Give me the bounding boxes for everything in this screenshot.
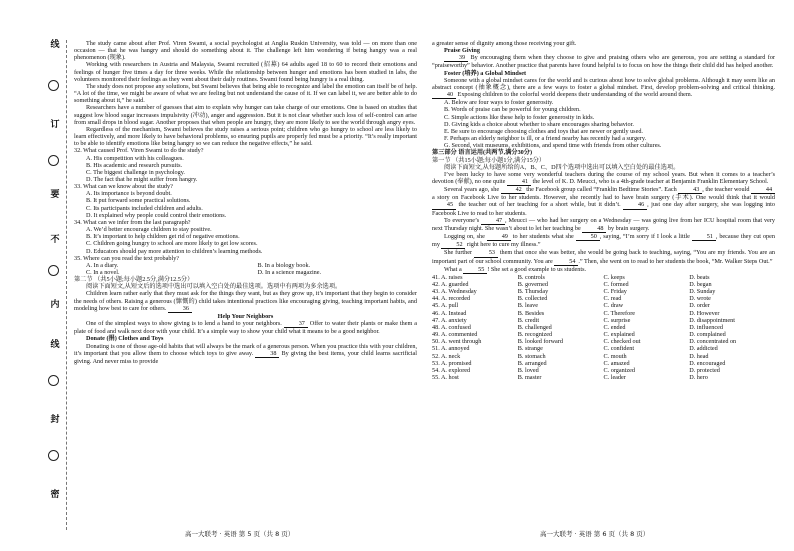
choice-option: D. hero: [689, 374, 708, 382]
passage-text: To everyone’s: [444, 216, 482, 224]
choice-row: [432, 360, 775, 367]
choice-option: D. encouraged: [689, 359, 726, 367]
passage-paragraph: [432, 266, 775, 274]
option: B. His academic and research pursuits.: [86, 161, 183, 169]
choice-option: C. explained: [603, 331, 635, 339]
passage-text: , the teacher would: [702, 186, 752, 194]
option: C. Its participants included children and adults.: [86, 204, 203, 212]
passage-text: She further: [444, 249, 474, 257]
passage-text: I’ve been lucky to have some very wonderful teachers during the course of my school years. But when it comes to a teacher’s devotion (奉献), no one quite: [432, 170, 775, 185]
choice-option: 42. A. guarded: [432, 281, 469, 288]
part-heading: 第三部分 语言运用(共两节,满分30分): [432, 149, 533, 157]
option: B. Words of praise can be powerful for young children.: [444, 106, 581, 114]
choice-option: 45. A. pull: [432, 302, 459, 310]
question-stem: 32. What caused Prof. Viren Swami to do the study?: [74, 147, 204, 155]
choice-option: C. organized: [603, 366, 636, 374]
choice-option: D. beats: [689, 273, 710, 281]
passage-text: , saying, “I’m sorry if I look a little: [599, 233, 692, 241]
binding-char: 订: [50, 120, 60, 130]
passage-text: .” Then, she went on to read to her students the book, “Mr. Walker Steps Out.”: [578, 257, 773, 265]
cloze-choices: [432, 274, 775, 381]
choice-option: B. Thursday: [517, 288, 549, 296]
choice-option: 53. A. promised: [432, 359, 472, 367]
passage-paragraph: [432, 249, 775, 265]
binding-margin: [44, 40, 67, 530]
answer-blank: 44: [751, 186, 775, 194]
choice-option: D. complained: [689, 331, 726, 339]
answer-blank: 42: [501, 186, 525, 194]
passage-text: , because they cut open my: [432, 233, 775, 249]
choice-row: [432, 288, 775, 295]
passage-text: ! She set a good example to us students.: [487, 265, 587, 273]
answer-blank: 40: [432, 91, 456, 99]
answer-blank: 43: [678, 186, 702, 194]
passage-text: , just one day after surgery, she was logging into Facebook Live to read to her students.: [432, 201, 775, 217]
choice-row: [432, 367, 775, 374]
choice-option: 51. A. annoyed: [432, 345, 470, 353]
passage-paragraph: Researchers have a number of guesses that aim to explain why hunger can take charge of our emotions. One is based on studies that suggest low blood sugar increases impulsivity (冲动), anger and aggression. But it is not clear whether such loss of self-control can arise from small drops in blood sugar. Another proposes that when people are hungry, they are more likely to see the world through angry eyes.: [74, 104, 417, 126]
choice-option: C. mouth: [603, 352, 627, 360]
option: B. It’s important to help children get rid of negative emotions.: [86, 233, 240, 241]
option-row: [74, 262, 417, 269]
choice-option: D. concentrated on: [689, 338, 737, 346]
option: D. In a science magazine.: [257, 269, 322, 276]
passage-paragraph: Children learn rather early that they must ask for the things they want, but as they grow up, it’s important that they begin to consider the needs of others. Raising a generous (慷慨的) child takes intentional practices like encouraging giving, teaching important habits, and modeling how best to care for others. 36: [74, 290, 417, 312]
cloze-passage: [432, 171, 775, 274]
answer-blank: 53: [474, 249, 498, 257]
option: B. In a biology book.: [257, 261, 311, 269]
page-footer-left: 高一大联考 · 英语 第 5 页（共 8 页）: [185, 530, 295, 538]
answer-blank: 52: [441, 241, 465, 249]
choice-option: B. controls: [517, 273, 545, 281]
passage-text: the level of K. D. Meucci, who is a 4th-grade teacher at Benjamin Franklin Elementary School.: [530, 177, 769, 185]
binding-char: 线: [50, 40, 60, 50]
question-stem: 34. What can we infer from the last paragraph?: [74, 218, 191, 226]
right-column: [432, 40, 775, 381]
option: D. It explained why people could control their emotions.: [86, 211, 227, 219]
choice-option: D. Sunday: [689, 288, 716, 296]
binding-circle-icon: [48, 155, 59, 166]
option: A. Below are four ways to foster generosity.: [444, 99, 554, 107]
option: C. The biggest challenge in psychology.: [86, 168, 185, 176]
choice-option: C. draw: [603, 302, 624, 310]
answer-blank: 38: [255, 350, 279, 358]
option: A. We’d better encourage children to stay positive.: [86, 226, 212, 234]
left-column: [74, 40, 417, 365]
choice-option: 54. A. explored: [432, 366, 471, 374]
choice-row: [432, 295, 775, 302]
choice-option: 50. A. went through: [432, 338, 482, 346]
passage-paragraph: [432, 171, 775, 186]
passage-paragraph: [432, 186, 775, 217]
answer-blank: 39: [444, 54, 468, 62]
option: D. The fact that he might suffer from hangry.: [86, 175, 198, 183]
choice-option: B. loved: [517, 366, 539, 374]
passage-paragraph: [432, 233, 775, 249]
question-stem: 35. Where can you read the text probably?: [74, 254, 180, 262]
passage-text: Several years ago, she: [444, 186, 501, 194]
passage-text: them that once she was better, she would be going back to teaching, saying, “You are my friends. You are an important part of our school community. You are: [432, 249, 775, 265]
passage-text: the Facebook group called “Franklin Bedtime Stories”. Each: [524, 186, 679, 194]
choice-option: 41. A. raises: [432, 273, 463, 281]
binding-circle-icon: [48, 265, 59, 276]
option: D. Giving kids a choice about whether to share encourages sharing behavior.: [444, 120, 634, 128]
option: C. Simple actions like these help to foster generosity in kids.: [444, 113, 595, 121]
binding-char: 密: [50, 490, 60, 500]
passage-paragraph: The study came about after Prof. Viren Swami, a social psychologist at Anglia Ruskin University, was told — on more than one occasion — that he was hangry and should do something about it. The challenge left him wondering if being hangry was a real phenomenon (现象).: [74, 40, 417, 62]
section-heading: 第一节 （共15小题;每小题1分,满分15分）: [432, 156, 546, 164]
option: A. His competition with his colleagues.: [86, 154, 184, 162]
binding-char: 内: [50, 300, 60, 310]
answer-blank: 41: [507, 178, 531, 186]
choice-option: C. Therefore: [603, 309, 635, 317]
question-stem: 33. What can we know about the study?: [74, 183, 173, 191]
choice-row: [432, 331, 775, 338]
answer-blank: 49: [487, 233, 511, 241]
answer-blank: 36: [168, 305, 192, 313]
choice-option: C. surprise: [603, 316, 631, 324]
option: G. Second, visit museums, exhibitions, and spend time with friends from other cultures.: [444, 142, 662, 150]
choice-option: B. recognized: [517, 331, 553, 339]
choice-option: 48. A. confused: [432, 323, 471, 331]
choice-option: D. protected: [689, 366, 720, 374]
passage-text: What a: [444, 265, 464, 273]
section-instructions: 阅读下面短文,从短文后的选项中选出可以填入空白处的最佳选项。选项中有两项为多余选项。: [86, 283, 342, 291]
choice-option: D. wrote: [689, 295, 711, 303]
choice-option: D. began: [689, 281, 712, 288]
passage-text: the teacher out of her teaching for a short while, but it didn’t.: [456, 201, 624, 209]
option: C. Children going hungry to school are more likely to get low scores.: [86, 240, 258, 248]
choice-option: B. leave: [517, 302, 539, 310]
passage-text: , Meucci — who had her surgery on a Wednesday — was going live from her ICU hospital room that very next Thursday night. She wasn’t about to let her teaching be: [432, 216, 775, 232]
choice-option: C. formed: [603, 281, 629, 288]
choice-option: 47. A. anxiety: [432, 316, 467, 324]
answer-blank: 46: [623, 201, 647, 209]
binding-circle-icon: [48, 450, 59, 461]
choice-row: [432, 302, 775, 309]
binding-circle-icon: [48, 80, 59, 91]
option: A. Its importance is beyond doubt.: [86, 190, 172, 198]
choice-option: 52. A. neck: [432, 352, 461, 360]
binding-char: 不: [50, 235, 60, 245]
option: E. Be sure to encourage choosing clothes and toys that are newer or gently used.: [444, 127, 643, 135]
passage-paragraph: Regardless of the mechanism, Swami believes the study raises a serious point; children who go hungry to school are less likely to learn effectively, and more likely to have behavioral problems, so ensuring pupils are properly fed must be a priority. “It’s really important to be able to identify emotions like being hangry so we can reduce the negative effects,” he said.: [74, 125, 417, 148]
choice-row: [432, 353, 775, 360]
choice-option: B. credit: [517, 316, 540, 324]
choice-option: D. order: [689, 302, 710, 310]
choice-option: B. challenged: [517, 323, 552, 331]
passage-paragraph: One of the simplest ways to show giving is to lend a hand to your neighbors. 37 Offer to water their plants or make them a plate of food and walk next door with your child. It’s a simple way to show your child what it means to be a good neighbor.: [74, 320, 417, 336]
answer-blank: 54: [554, 258, 578, 266]
choice-option: C. amazed: [603, 359, 630, 367]
choice-option: C. read: [603, 295, 622, 303]
choice-row: [432, 281, 775, 288]
passage-paragraph: [432, 217, 775, 233]
choice-option: 49. A. commented: [432, 331, 478, 339]
choice-option: D. influenced: [689, 323, 723, 331]
passage-text: to her students what she: [510, 233, 576, 241]
choice-option: C. checked out: [603, 338, 641, 346]
choice-option: B. master: [517, 374, 542, 382]
choice-option: 55. A. host: [432, 374, 459, 382]
choice-option: C. confident: [603, 345, 635, 353]
choice-option: B. stomach: [517, 352, 546, 360]
choice-option: B. looked forward: [517, 338, 563, 346]
passage-paragraph: Donating is one of those age-old habits that will always be the mark of a generous person. When you practice this with your children, it’s important that you allow them to choose which toys to give away. 38 By giving the best items, your child learns sacrificial giving. And never miss to provide: [74, 342, 418, 365]
choice-option: D. head: [689, 352, 709, 360]
subheading: Praise Giving: [444, 47, 480, 55]
choice-option: B. strange: [517, 345, 543, 353]
passage-paragraph: The study does not propose any solutions, but Swami believes that being able to recognize and label the emotion can itself be of help. “A lot of the time, we might be aware of what we are feeling but not understand the cause of it. If we can label it, we are better able to do something about it,” he said.: [74, 82, 417, 105]
choice-option: B. Besides: [517, 309, 545, 317]
choice-option: D. disappointment: [689, 316, 735, 324]
passage-text: right here to cure my illness.”: [465, 241, 541, 249]
binding-char: 线: [50, 340, 60, 350]
choice-row: [432, 310, 775, 317]
choice-option: B. governed: [517, 281, 548, 288]
answer-blank: 55: [463, 266, 487, 274]
passage-paragraph: 39 By encouraging them when they choose to give and praising others who are generous, you are setting a standard for “praiseworthy” behavior. Another practice that parents have found helpful is to focus on how the things their child did has helped another.: [432, 54, 776, 70]
answer-blank: 45: [432, 201, 456, 209]
passage-paragraph: Working with researchers in Austria and Malaysia, Swami recruited (招募) 64 adults aged 18 to 60 to record their emotions and feelings of hunger five times a day for three weeks. While the relationship between hunger and emotions has been studied in labs, the volunteers monitored their feelings as they went about their daily routines. Swami found being hungry is a real thing.: [74, 61, 417, 83]
option: B. It put forward some practical solutions.: [86, 197, 191, 205]
choice-option: C. leader: [603, 374, 626, 382]
choice-option: 46. A. Instead: [432, 309, 467, 317]
choice-option: 43. A. Wednesday: [432, 288, 477, 296]
choice-option: C. ended: [603, 323, 626, 331]
choice-option: 44. A. recorded: [432, 295, 471, 303]
choice-row: [432, 324, 775, 331]
choice-option: B. arranged: [517, 359, 547, 367]
option: F. Perhaps an elderly neighbor is ill, or a friend nearby has recently had a surgery.: [444, 135, 647, 143]
choice-row: [432, 345, 775, 352]
binding-char: 要: [50, 190, 60, 200]
answer-blank: 51: [692, 233, 716, 241]
option: C. In a novel.: [86, 269, 120, 276]
answer-blank: 47: [481, 217, 505, 225]
page-footer-right: 高一大联考 · 英语 第 6 页（共 8 页）: [540, 530, 650, 538]
binding-char: 封: [50, 415, 60, 425]
choice-row: [432, 374, 775, 381]
choice-option: D. However: [689, 309, 720, 317]
answer-blank: 48: [582, 225, 606, 233]
binding-circle-icon: [48, 375, 59, 386]
option: A. In a diary.: [86, 261, 119, 269]
choice-row: [432, 338, 775, 345]
choice-option: B. collected: [517, 295, 548, 303]
passage-text: by brain surgery.: [606, 224, 650, 232]
choice-option: D. addicted: [689, 345, 718, 353]
passage-text: Logging on, she: [444, 233, 487, 241]
option: D. Educators should pay more attention to children’s learning methods.: [86, 247, 263, 255]
section-instructions: 阅读下面短文,从每题所给的A、B、C、D四个选项中选出可以填入空白处的最佳选项。: [444, 163, 680, 171]
answer-blank: 37: [284, 320, 308, 328]
section-heading: 第二节 （共5小题;每小题2.5分,满分12.5分）: [74, 276, 194, 284]
subheading: Donate (捐) Clothes and Toys: [86, 335, 164, 343]
choice-row: [432, 317, 775, 324]
passage-paragraph: a greater sense of dignity among those receiving your gift.: [432, 40, 577, 47]
choice-row: [432, 274, 775, 281]
subheading: Help Your Neighbors: [217, 312, 274, 320]
choice-option: C. keeps: [603, 273, 625, 281]
passage-text: a story on Facebook Live to her students. However, she recently had to have brain surgery (手术). One would think that it would: [432, 194, 775, 202]
choice-option: C. Friday: [603, 288, 627, 296]
passage-paragraph: Someone with a global mindset cares for the world and is curious about how to solve global problems. Although it may seem like an abstract concept (抽象概念), there are a few ways to foster a global mindset. First, develop problem-solving and critical thinking. 40 Exposing children to the colorful world deepens their understanding of the world around them.: [432, 76, 775, 99]
answer-blank: 50: [576, 233, 600, 241]
subheading: Foster (培养) a Global Mindset: [444, 69, 527, 77]
